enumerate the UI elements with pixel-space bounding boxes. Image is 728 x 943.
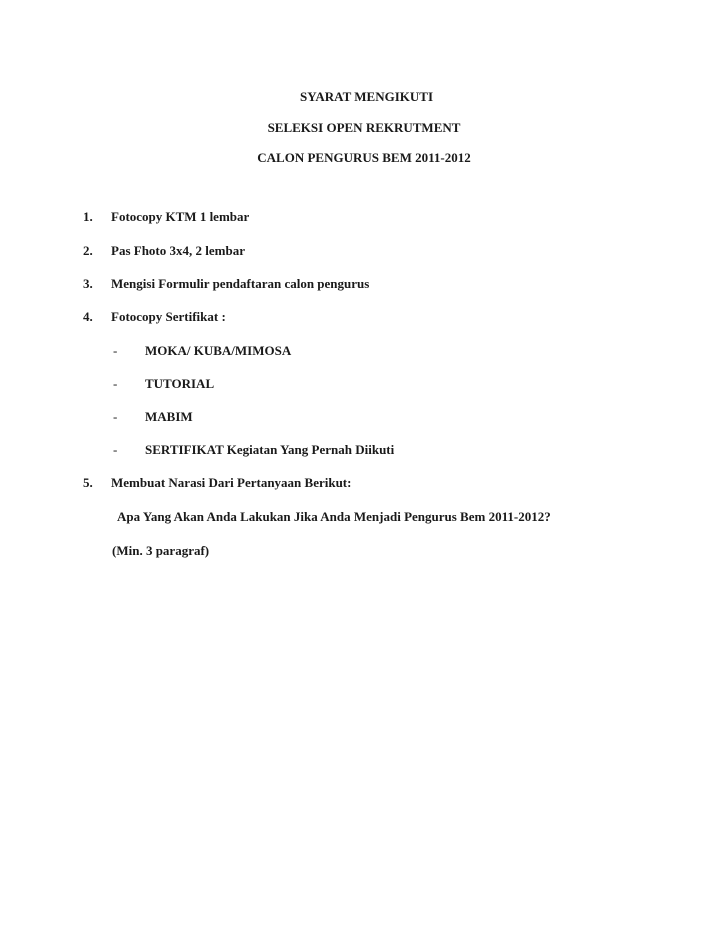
- list-item-1: [83, 209, 249, 225]
- title-line-2: [0, 120, 728, 136]
- certificate-item-1: [113, 343, 291, 359]
- list-item-text: Fotocopy KTM 1 lembar: [111, 209, 250, 224]
- list-item-number: 4.: [83, 309, 93, 324]
- title-text-1: SYARAT MENGIKUTI: [299, 89, 434, 104]
- bullet-dash: -: [113, 409, 118, 424]
- list-item-text: Membuat Narasi Dari Pertanyaan Berikut:: [111, 475, 352, 490]
- list-item-text: Mengisi Formulir pendaftaran calon pengurus: [111, 276, 370, 291]
- certificate-text: MABIM: [145, 409, 193, 424]
- list-item-4: [83, 309, 226, 325]
- title-line-3: [0, 150, 728, 166]
- list-item-number: 5.: [83, 475, 93, 490]
- title-text-2: SELEKSI OPEN REKRUTMENT: [267, 120, 461, 135]
- certificate-text: SERTIFIKAT Kegiatan Yang Pernah Diikuti: [145, 442, 395, 457]
- note-text: (Min. 3 paragraf): [112, 543, 210, 558]
- list-item-5: [83, 475, 351, 491]
- bullet-dash: -: [113, 343, 118, 358]
- list-item-text: Pas Fhoto 3x4, 2 lembar: [111, 243, 245, 258]
- list-item-number: 1.: [83, 209, 93, 224]
- list-item-3: [83, 276, 369, 292]
- title-line-1: [0, 89, 728, 105]
- certificate-item-4: [113, 442, 394, 458]
- list-item-number: 2.: [83, 243, 93, 258]
- list-item-text: Fotocopy Sertifikat :: [111, 309, 226, 324]
- title-text-3: CALON PENGURUS BEM 2011-2012: [257, 150, 471, 165]
- certificate-text: MOKA/ KUBA/MIMOSA: [145, 343, 292, 358]
- list-item-number: 3.: [83, 276, 93, 291]
- certificate-item-3: [113, 409, 193, 425]
- certificate-item-2: [113, 376, 214, 392]
- bullet-dash: -: [113, 376, 118, 391]
- certificate-text: TUTORIAL: [145, 376, 215, 391]
- bullet-dash: -: [113, 442, 118, 457]
- list-item-2: [83, 243, 245, 259]
- question-text: Apa Yang Akan Anda Lakukan Jika Anda Menjadi Pengurus Bem 2011-2012?: [117, 509, 551, 524]
